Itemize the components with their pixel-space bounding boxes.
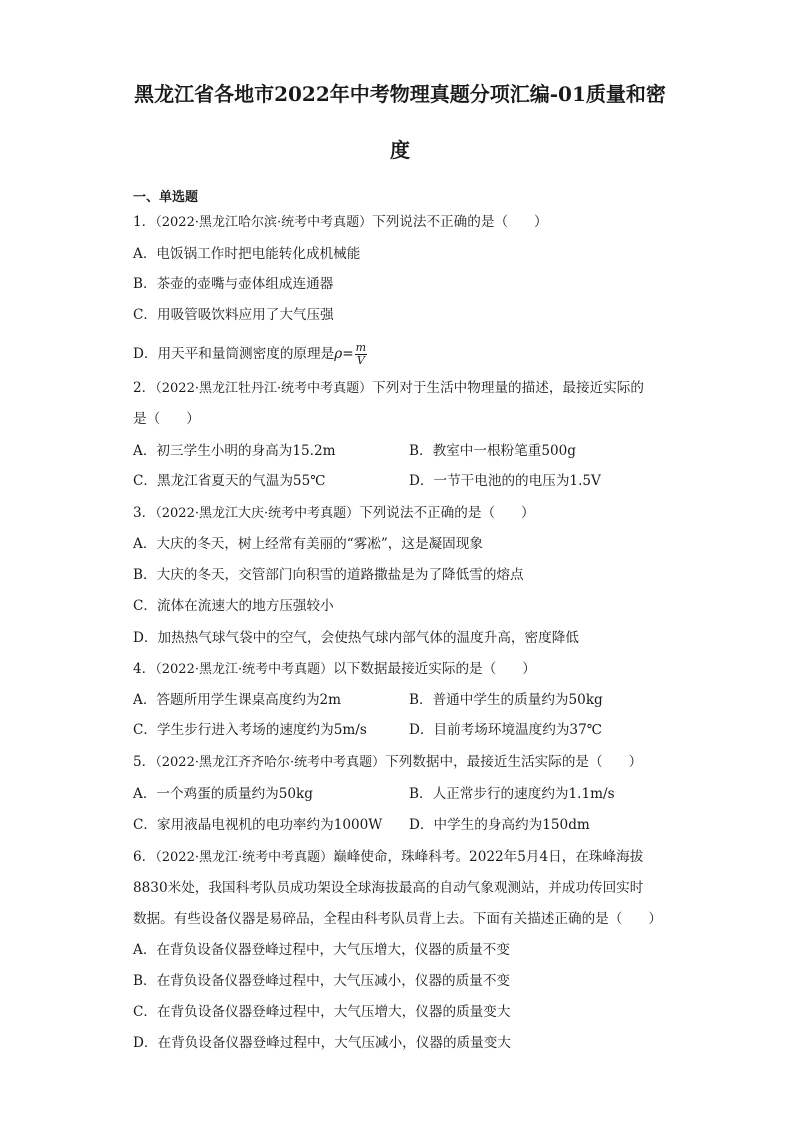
question-5-option-d: D．中学生的身高约为150dm xyxy=(409,817,590,833)
question-4-option-d: D．目前考场环境温度约为37℃ xyxy=(409,722,602,738)
question-3-option-c: C．流体在流速大的地方压强较小 xyxy=(133,598,334,614)
question-2-option-c: C．黑龙江省夏天的气温为55℃ xyxy=(133,473,326,489)
question-5-option-b: B．人正常步行的速度约为1.1m/s xyxy=(409,786,615,802)
question-2-stem: 2．（2022·黑龙江牡丹江·统考中考真题）下列对于生活中物理量的描述，最接近实际的 xyxy=(133,380,644,396)
question-2-option-b: B．教室中一根粉笔重500g xyxy=(409,443,576,459)
section-heading: 一、单选题 xyxy=(133,190,199,205)
question-1-option-d: D．用天平和量筒测密度的原理是ρ= $\frac{m}{V}$ xyxy=(133,341,367,367)
question-4-option-b: B．普通中学生的质量约为50kg xyxy=(409,692,603,708)
title-line-2: 度 xyxy=(390,138,410,162)
document-title xyxy=(120,66,680,178)
question-1-option-a: A．电饭锅工作时把电能转化成机械能 xyxy=(133,246,361,262)
question-6-option-a: A．在背负设备仪器登峰过程中，大气压增大，仪器的质量不变 xyxy=(133,942,510,958)
question-6-stem: 6．（2022·黑龙江·统考中考真题）巅峰使命，珠峰科考。2022年5月4日，在珠峰海拔 xyxy=(133,849,644,865)
question-3-option-a: A．大庆的冬天，树上经常有美丽的“雾凇”，这是凝固现象 xyxy=(133,536,483,552)
question-3-stem: 3．（2022·黑龙江大庆·统考中考真题）下列说法不正确的是（ ） xyxy=(133,505,535,521)
question-6-stem-cont-2: 数据。有些设备仪器是易碎品，全程由科考队员背上去。下面有关描述正确的是（ ） xyxy=(133,911,662,927)
question-2-option-a: A．初三学生小明的身高为15.2m xyxy=(133,443,336,459)
question-6-stem-cont-1: 8830米处，我国科考队员成功架设全球海拔最高的自动气象观测站，并成功传回实时 xyxy=(133,880,644,896)
question-1-option-c: C．用吸管吸饮料应用了大气压强 xyxy=(133,307,334,323)
question-4-option-c: C．学生步行进入考场的速度约为5m/s xyxy=(133,722,367,738)
question-2-stem-cont: 是（ ） xyxy=(133,411,200,427)
title-line-1: 黑龙江省各地市2022年中考物理真题分项汇编-01质量和密 xyxy=(134,82,666,106)
question-3-option-d: D．加热热气球气袋中的空气，会使热气球内部气体的温度升高，密度降低 xyxy=(133,630,579,646)
question-5-option-a: A．一个鸡蛋的质量约为50kg xyxy=(133,786,313,802)
question-4-stem: 4．（2022·黑龙江·统考中考真题）以下数据最接近实际的是（ ） xyxy=(133,661,536,677)
question-4-option-a: A．答题所用学生课桌高度约为2m xyxy=(133,692,342,708)
question-1-option-b: B．茶壶的壶嘴与壶体组成连通器 xyxy=(133,276,334,292)
question-6-option-c: C．在背负设备仪器登峰过程中，大气压增大，仪器的质量变大 xyxy=(133,1004,511,1020)
question-5-option-c: C．家用液晶电视机的电功率约为1000W xyxy=(133,817,383,833)
question-3-option-b: B．大庆的冬天，交管部门向积雪的道路撒盐是为了降低雪的熔点 xyxy=(133,567,524,583)
question-2-option-d: D．一节干电池的的电压为1.5V xyxy=(409,473,601,489)
question-5-stem: 5．（2022·黑龙江齐齐哈尔·统考中考真题）下列数据中，最接近生活实际的是（ ） xyxy=(133,754,643,770)
question-6-option-b: B．在背负设备仪器登峰过程中，大气压减小，仪器的质量不变 xyxy=(133,973,511,989)
question-6-option-d: D．在背负设备仪器登峰过程中，大气压减小，仪器的质量变大 xyxy=(133,1035,511,1051)
question-1-stem: 1．（2022·黑龙江哈尔滨·统考中考真题）下列说法不正确的是（ ） xyxy=(133,214,548,230)
density-formula: ρ= $\frac{m}{V}$ xyxy=(334,341,367,367)
